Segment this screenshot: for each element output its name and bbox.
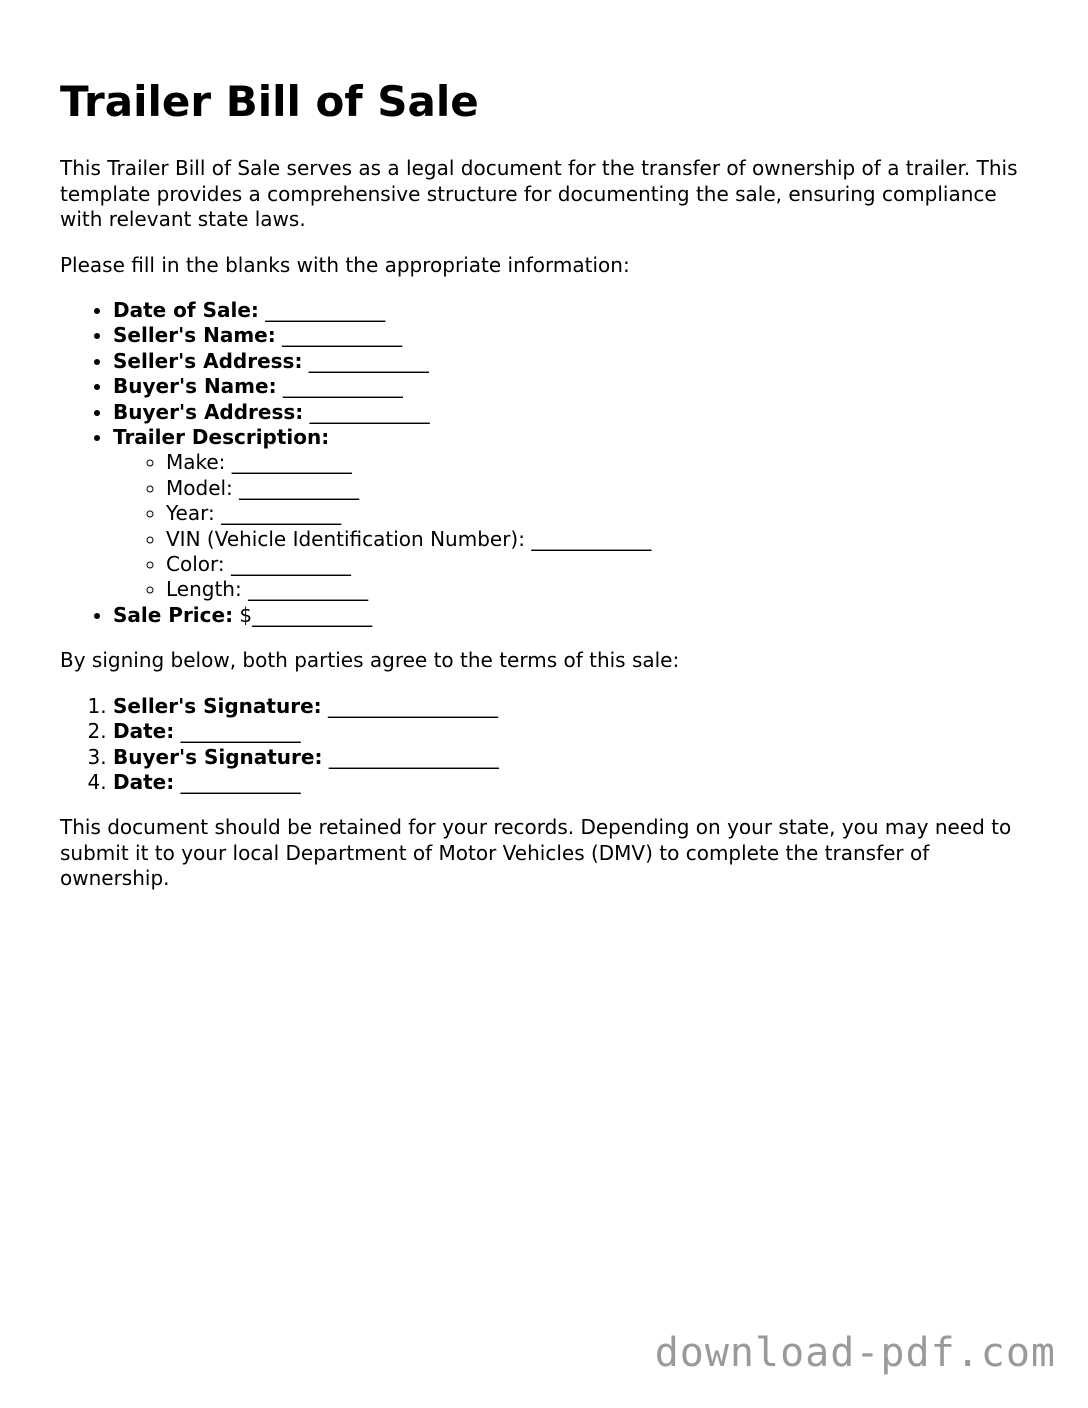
field-blank: ____________ bbox=[303, 399, 430, 424]
sublist-item-year: ◦ Year: ____________ bbox=[166, 501, 1020, 526]
field-blank: _________________ bbox=[322, 744, 499, 769]
field-blank: $____________ bbox=[233, 602, 373, 627]
field-label: Date: bbox=[113, 770, 175, 794]
field-blank: ____________ bbox=[275, 323, 403, 348]
watermark: download-pdf.com bbox=[654, 1330, 1056, 1376]
field-blank: ____________ bbox=[174, 719, 301, 744]
list-item-date-of-sale bbox=[113, 298, 1020, 323]
list-item-buyer-name bbox=[113, 374, 1020, 399]
instructions-paragraph: Please fill in the blanks with the appropriate information: bbox=[60, 252, 630, 277]
field-label: Trailer Description: bbox=[113, 425, 330, 450]
signatures-list bbox=[60, 694, 1020, 796]
list-item-seller-signature bbox=[113, 694, 1020, 719]
sublist-item-color: ◦ Color: ____________ bbox=[166, 552, 1020, 577]
list-item-date bbox=[113, 719, 1020, 744]
field-label: Sale Price: bbox=[113, 602, 234, 627]
sublist-item-model: ◦ Model: ____________ bbox=[166, 476, 1020, 501]
list-item-buyer-signature bbox=[113, 745, 1020, 770]
field-label: Date: bbox=[113, 719, 175, 744]
trailer-description-sublist bbox=[113, 450, 1020, 602]
document-page bbox=[60, 72, 1020, 912]
field-blank: _________________ bbox=[321, 693, 498, 718]
closing-paragraph: This document should be retained for your records. Depending on your state, you may need to submit it to your local Department of Motor Vehicles (DMV) to complete the transfer of ownership. bbox=[60, 815, 1012, 891]
page-title: Trailer Bill of Sale bbox=[60, 77, 479, 126]
field-blank: ____________ bbox=[302, 348, 429, 373]
list-item-buyer-address bbox=[113, 400, 1020, 425]
field-label: Seller's Address: bbox=[113, 348, 303, 373]
list-item-sale-price bbox=[113, 603, 1020, 628]
field-label: Buyer's Name: bbox=[113, 374, 277, 399]
field-label: Buyer's Signature: bbox=[113, 744, 323, 769]
field-label: Seller's Name: bbox=[113, 323, 276, 348]
field-blank: ____________ bbox=[174, 770, 301, 794]
sublist-item-length: ◦ Length: ____________ bbox=[166, 577, 1020, 602]
field-label: Buyer's Address: bbox=[113, 399, 304, 424]
fields-list bbox=[60, 298, 1020, 628]
sublist-item-vin: ◦ VIN (Vehicle Identification Number): ____________ bbox=[166, 527, 1020, 552]
list-item-seller-name bbox=[113, 323, 1020, 348]
list-item-date bbox=[113, 770, 1020, 795]
signing-intro-paragraph: By signing below, both parties agree to the terms of this sale: bbox=[60, 648, 680, 673]
field-blank: ____________ bbox=[276, 374, 403, 399]
field-label: Date of Sale: bbox=[113, 298, 259, 322]
sublist-item-make: ◦ Make: ____________ bbox=[166, 450, 1020, 475]
field-blank: ____________ bbox=[258, 298, 386, 322]
list-item-trailer-description bbox=[113, 425, 1020, 603]
intro-paragraph: This Trailer Bill of Sale serves as a legal document for the transfer of ownership of a trailer. This template provides a comprehensive structure for documenting the sale, ensuring compliance with relevant state laws. bbox=[60, 156, 1018, 231]
field-label: Seller's Signature: bbox=[113, 693, 322, 718]
list-item-seller-address bbox=[113, 349, 1020, 374]
